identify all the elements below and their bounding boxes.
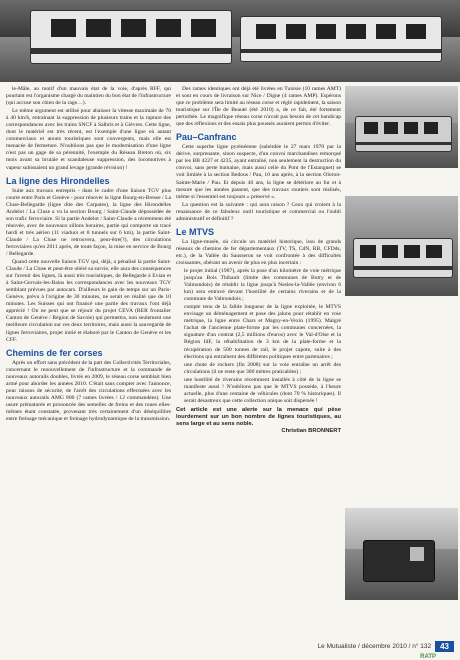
body-paragraph: Cette superbe ligne pyrénéenne (subérdée le 27 mars 1970 par la dérive, surprenante, sinon suspecte, d'un convoi marchandises remorqué par les BB 4227 et 4235, ayant entraîné, non seulement la destruction du convoi, sans perte humaine, mais aussi celle du Pont de l'Estanguet) se voit limitée à la section Bedous / Pau, 10 ans après, à la section Oloron-Sainte-Marie / Pau. Et depuis 40 ans, la ligne se détériore au fur et à mesure que les années passent, que des travaux routiers sont réalisés, même si l'essentiel est toujours « préservé ».	[176, 144, 341, 200]
left-column	[6, 86, 171, 632]
author-name: Christian BRONNERT	[281, 427, 341, 434]
body-paragraph: Suite aux travaux entrepris - dans le cadre d'une liaison TGV plus courte entre Paris et Genève - pour rénover la ligne Bourg-en-Bresse / La Cluse-Bellegarde (ligne dite des Carpates), la ligne des Hirondelles Andelot / La Cluse a vu la section Bourg / Saint-Claude dépossédée de son trafic ferroviaire. Si la partie Andelot / Saint-Claude a récemment été rénovée, avec de nouveaux sillons horaires, partie qui comporte un tracé hardi et très aérien (11 viaducs et 8 tunnels sur 6 km), la partie Saint-Claude / La Cluse ne retrouvera, peut-être(?), des circulations ferroviaires qu'en 2011 après, de toute façon, la mise en service de Bourg / Bellegarde.	[6, 187, 171, 257]
intro-paragraph: Le même argument est utilisé pour abaisser la vitesse maximale de 70 à 40 km/h, entraînant la suppression de plusieurs trains et la rupture des correspondances avec les trains SNCF à Salbris et à Gièvres. Cette ligne, dont le matériel est très récent, est l'exemple d'une ligne où autant commerciaux et atouts touristiques sont convergents, mais elle est menacée de fermeture. N'oublions pas que le modernisation d'une ligne n'est pas un gage de sa pérennité, l'exemple du Réseau Breton où, six mois avant sa brutale et scandaleuse suppression, des locomotives à vapeur subissaient un grand levage (grande révision) !	[6, 108, 171, 171]
list-item: • le projet initial (1987), après la pose d'un kilomètre de voie métrique jusqu'au Bois Thibault (limite des communes de Butry et de Valmondois) de rétablir la ligne jusqu'à Nesles-la-Vallée (environ 6 km) sera entravé devant l'hostilité de certains riverains et de la commune de Valmondois ;	[184, 268, 341, 303]
top-train-photo	[0, 0, 460, 82]
list-item: • compte tenu de la faible longueur de la ligne exploitée, le MTVS envisage un déménagement et pose des jalons pour rétablir en voie métrique, la ligne entre Chars et Magny-en-Vexin (1995). Malgré l'achat de l'ancienne plate-forme par les communes concernées, la signature d'un contrat (2,5 millions d'euros) avec le Val-d'Oise et la Région IdF, la réhabilitation de 3 km de la plate-forme et la récupération de 500 tonnes de rail, le projet capote, suite à des élections qui entraînent des différents politiques entre partenaires ;	[184, 304, 341, 360]
intro-paragraph: le-Mâle, au motif d'un mauvais état de la voie, d'après RFF, qui pourtant est l'organisme chargé du maintien du bon état de l'infrastructure (qui accuse son chien de la rage…).	[6, 86, 171, 107]
mtvs-bullet-list	[176, 268, 341, 405]
closing-statement: Cet article est une alerte sur la menace qui pèse lourdement sur un bon nombre de lignes touristiques, au sens large et au sens noble.	[176, 406, 341, 427]
body-paragraph: La question est la suivante : qui aura raison ? Ceux qui croient à la renaissance de ce fabuleux outil touristique et commercial ou l'oubli administratif et définitif ?	[176, 201, 341, 222]
body-paragraph: La ligne-musée, où circule un matériel historique, issu de grands réseaux de chemins de fer départementaux (TV, TS, CdN, RB, CFDds, etc.), de la Vallée du Sausseron se voit confrontée à des difficultés croissantes, obérant un avenir de plus en plus incertain :	[176, 238, 341, 266]
list-item: • une chute de rochers (fin 2008) sur la voie entraîne un arrêt des circulations (il ne reste que 300 mètres praticables) ;	[184, 362, 341, 376]
steam-locomotive-photo	[345, 508, 458, 600]
ratp-logo: RATP	[420, 654, 436, 660]
body-paragraph: Après un effort sans précédent de la part des Collectivités Territoriales, concernant le renouvellement de l'infrastructure et la commande de nouveaux autorails doubles, livrés en 2009, le réseau corse semblait bien armé pour aborder les années 2010. C'était sans compter avec l'annonce, pour raisons de sécurité, de l'arrêt des circulations effectuées avec les nouveaux autorails AMG 800 (7 rames livrées / 12 commandées). Une usure prématurée et prononcée des semelles de freins et des roues elles-mêmes étant constatée, provenant très certainement d'un déséquilibre entre freinage mécanique et freinage hydrodynamique de la transmission.	[6, 359, 171, 422]
magazine-issue: Le Mutualiste / décembre 2010 / n° 132	[317, 643, 432, 650]
section-title-pau-canfranc: Pau–Canfranc	[176, 132, 237, 143]
section-title-hirondelles: La ligne des Hirondelles	[6, 175, 110, 186]
page-footer	[318, 641, 454, 652]
right-column	[176, 86, 341, 632]
railcar-photo	[345, 86, 458, 168]
section-title-mtvs: Le MTVS	[176, 226, 215, 237]
body-paragraph: Quand cette nouvelle liaison TGV qui, déjà, a pénalisé la partie Saint-Claude / La Cluse et peut-être obéré sa survie, elle aura des conséquences sur l'avenir des lignes, là aussi très touristiques, de Bellegarde à Evian et à Saint-Gervais-les-Bains les correspondances avec les nouveaux TGV semblant prévues par autocars. D'ailleurs le gain de temps sur un Paris-Genève, prévu à l'origine de 30 minutes, ne serait en réalité que de 10 minutes. Les Suisses qui ont financé une partie des travaux l'ont déjà apprécié ! On ne peut que se réjouir du projet CEVA (RER frontalier Canton de Genève / Région de Savoie) qui permettra, non seulement une meilleure circulation sur ces deux territoires, mais aussi la sauvegarde de lignes ferroviaires, projet initié et élaboré par le Canton de Genève et les CFF.	[6, 259, 171, 343]
section-title-corse: Chemins de fer corses	[6, 347, 103, 358]
page-number: 43	[435, 641, 454, 652]
intro-paragraph: Des rames identiques ont déjà été livrées en Tunisie (10 rames AMT) et sont en cours de livraison sur Nice / Digne (4 rames AMP). Espérons que ce problème sera limité au réseau corse et réglé rapidement, la saison touristique sur l'Île de Beauté (été 2010) a, de ce fait, été fortement perturbée. Le magnifique réseau corse n'avait pas besoin de cet handicap que des réflexions et des essais plus poussés auraient permis d'éviter.	[176, 86, 341, 128]
list-item: • une hostilité de riverains récemment installés à côté de la ligne se manifeste aussi ! N'oublions pas que le MTVS possède, à l'heure actuelle, plus d'une centaine de véhicules (dont 70 % historiques). Il serait désastreux que cette collection unique soit dispersée !	[184, 377, 341, 405]
station-train-photo	[345, 196, 458, 296]
